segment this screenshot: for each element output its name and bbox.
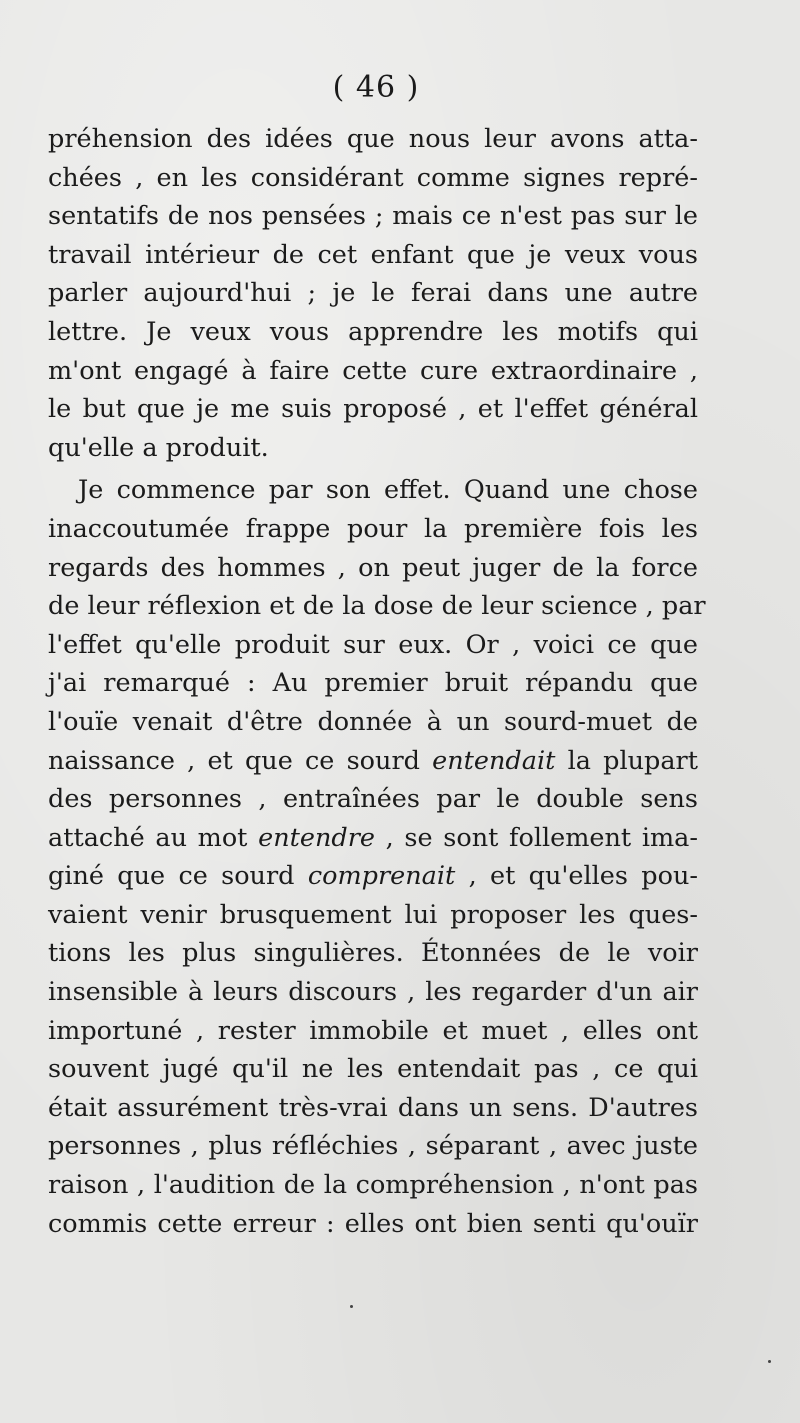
text-segment: naissance , et que ce sourd <box>48 745 433 776</box>
text-line: j'ai remarqué : Au premier bruit répandu que <box>48 668 698 699</box>
text-line <box>48 857 698 896</box>
text-line: insensible à leurs discours , les regarder d'un air <box>48 977 698 1008</box>
text-line: tions les plus singulières. Étonnées de le voir <box>48 938 698 969</box>
text-line: le but que je me suis proposé , et l'effet général <box>48 394 698 425</box>
text-line: raison , l'audition de la compréhension , n'ont pas <box>48 1170 698 1201</box>
italic-word: comprenait <box>307 861 456 892</box>
text-segment: attaché au mot <box>48 822 259 853</box>
text-segment: la plupart <box>555 745 698 776</box>
text-line: sentatifs de nos pensées ; mais ce n'est pas sur le <box>48 201 698 232</box>
text-line: importuné , rester immobile et muet , elles ont <box>48 1015 698 1046</box>
text-line: des personnes , entraînées par le double sens <box>48 784 698 815</box>
text-line <box>48 819 698 858</box>
paper-speck <box>350 1305 353 1308</box>
text-line: souvent jugé qu'il ne les entendait pas , ce qui <box>48 1054 698 1085</box>
body-text <box>48 120 706 1243</box>
text-line: regards des hommes , on peut juger de la force <box>48 552 698 583</box>
page-number: ( 46 ) <box>332 70 420 105</box>
text-line: Je commence par son effet. Quand une chose <box>78 475 698 506</box>
text-line: lettre. Je veux vous apprendre les motifs qui <box>48 316 698 347</box>
text-line: de leur réflexion et de la dose de leur science , par <box>48 591 706 622</box>
text-line: l'effet qu'elle produit sur eux. Or , voici ce que <box>48 629 698 660</box>
text-segment: , se sont follement ima- <box>375 822 699 853</box>
text-line: inaccoutumée frappe pour la première fois les <box>48 513 698 544</box>
text-line: chées , en les considérant comme signes repré- <box>48 162 698 193</box>
text-line: commis cette erreur : elles ont bien senti qu'ouïr <box>48 1208 698 1239</box>
text-segment: , et qu'elles pou- <box>455 861 698 892</box>
text-line: vaient venir brusquement lui proposer les ques- <box>48 899 698 930</box>
italic-word: entendre <box>258 822 375 853</box>
text-line: travail intérieur de cet enfant que je veux vous <box>48 239 698 270</box>
text-line <box>48 742 698 781</box>
text-line: préhension des idées que nous leur avons atta- <box>48 124 698 154</box>
text-line: m'ont engagé à faire cette cure extraordinaire , <box>48 355 698 386</box>
text-line: personnes , plus réfléchies , séparant , avec juste <box>48 1131 698 1162</box>
text-line: était assurément très-vrai dans un sens. D'autres <box>48 1092 698 1123</box>
text-line: parler aujourd'hui ; je le ferai dans une autre <box>48 278 698 309</box>
text-segment: giné que ce sourd <box>48 861 308 892</box>
text-line: l'ouïe venait d'être donnée à un sourd-muet de <box>48 706 698 737</box>
paper-speck <box>768 1360 771 1363</box>
italic-word: entendait <box>432 745 556 776</box>
text-line: qu'elle a produit. <box>48 432 269 463</box>
